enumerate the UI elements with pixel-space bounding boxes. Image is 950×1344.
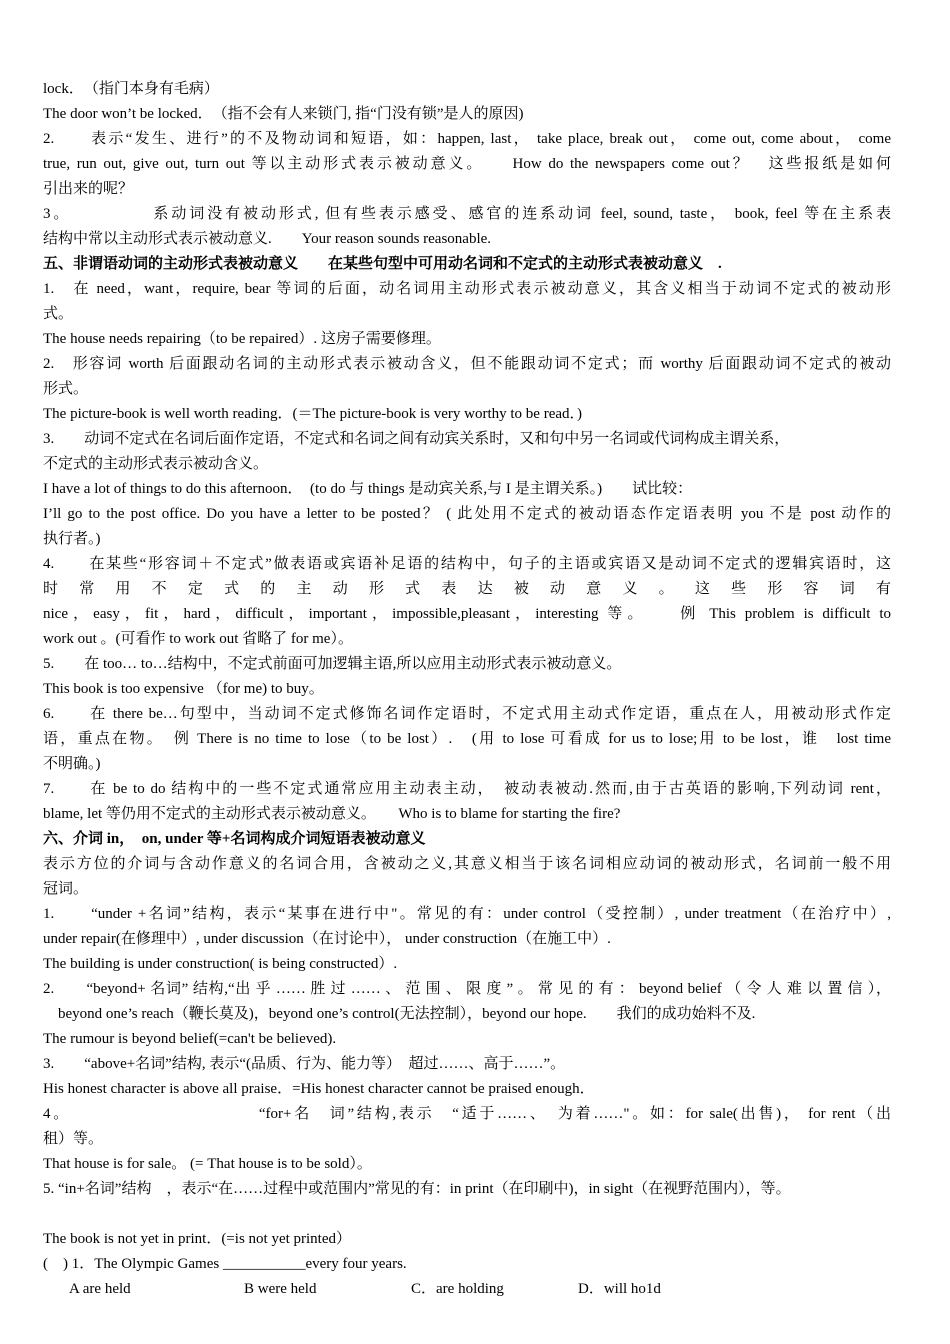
text-line: 2. 表示“发生、进行”的不及物动词和短语，如：happen, last， take place, break out， come out, come about， come	[43, 131, 891, 147]
option-d: D．will ho1d	[578, 1281, 661, 1297]
text-line: 5. “in+名词”结构 ，表示“在……过程中或范围内”常见的有：in print（在印刷中)，in sight（在视野范围内），等。	[43, 1181, 791, 1197]
text-line: under repair(在修理中）, under discussion（在讨论中）， under construction（在施工中）.	[43, 931, 611, 947]
blank-line	[43, 1202, 891, 1227]
answer-options	[43, 1277, 891, 1302]
text-line: The rumour is beyond belief(=can't be believed).	[43, 1031, 337, 1047]
text-line: 式。	[43, 306, 74, 322]
text-line: blame, let 等仍用不定式的主动形式表示被动意义。 Who is to blame for starting the fire?	[43, 806, 621, 822]
text-line: 6. 在 there be…句型中，当动词不定式修饰名词作定语时，不定式用主动式作定语，重点在人，用被动形式作定	[43, 706, 891, 722]
option-b: B were held	[244, 1281, 317, 1297]
text-line: His honest character is above all praise．=His honest character cannot be praised enough．	[43, 1081, 595, 1097]
text-line: 2. 形容词 worth 后面跟动名词的主动形式表示被动含义，但不能跟动词不定式；而 worthy 后面跟动词不定式的被动	[43, 356, 891, 372]
text-line: I’ll go to the post office. Do you have a letter to be posted？ ( 此处用不定式的被动语态作定语表明 you 不是 post 动作的	[43, 506, 891, 522]
text-line: 4. 在某些“形容词＋不定式”做表语或宾语补足语的结构中，句子的主语或宾语又是动词不定式的逻辑宾语时，这	[43, 556, 891, 572]
text-line: 时 常 用 不 定 式 的 主 动 形 式 表 达 被 动 意 义 。 这 些 形 容 词 有	[43, 581, 891, 597]
document-page	[43, 77, 891, 1302]
text-line: beyond one’s reach（鞭长莫及)，beyond one’s control(无法控制），beyond our hope. 我们的成功始料不及.	[43, 1006, 756, 1022]
text-line: 1. 在 need，want，require, bear 等词的后面，动名词用主动形式表示被动意义，其含义相当于动词不定式的被动形	[43, 281, 891, 297]
text-line: 4。 “for+名 词”结构,表示 “适于……、 为着……"。如：for sale(出售)， for rent（出	[43, 1106, 891, 1122]
option-c: C．are holding	[411, 1281, 504, 1297]
text-line: 冠词。	[43, 881, 89, 897]
text-line: 执行者。)	[43, 531, 101, 547]
text-line: nice，easy，fit，hard，difficult，important，impossible,pleasant，interesting 等。 例 This problem is difficult to	[43, 606, 891, 622]
text-line: 语，重点在物。 例 There is no time to lose（to be lost）. (用 to lose 可看成 for us to lose;用 to be lost，谁 lost time	[43, 731, 891, 747]
section-heading: 六、介词 in， on, under 等+名词构成介词短语表被动意义	[43, 831, 426, 847]
question-stem: ( ) 1．The Olympic Games ___________every four years.	[43, 1256, 407, 1272]
text-line: The door won’t be locked． （指不会有人来锁门, 指“门没有锁”是人的原因)	[43, 106, 524, 122]
text-line: The book is not yet in print．(=is not yet printed）	[43, 1231, 352, 1247]
text-line: lock． （指门本身有毛病）	[43, 81, 219, 97]
text-line: true, run out, give out, turn out 等以主动形式表示被动意义。 How do the newspapers come out？ 这些报纸是如何	[43, 156, 891, 172]
text-line: 引出来的呢？	[43, 181, 134, 197]
text-line: 不明确。)	[43, 756, 101, 772]
text-line: That house is for sale。 (= That house is to be sold）。	[43, 1156, 372, 1172]
text-line: The picture-book is well worth reading．(＝The picture-book is very worthy to be read．)	[43, 406, 583, 422]
text-line: 形式。	[43, 381, 89, 397]
text-line: The house needs repairing（to be repaired）. 这房子需要修理。	[43, 331, 441, 347]
text-line: 3. 动词不定式在名词后面作定语，不定式和名词之间有动宾关系时，又和句中另一名词或代词构成主谓关系，	[43, 431, 790, 447]
text-line: This book is too expensive （for me) to buy。	[43, 681, 324, 697]
text-line: The building is under construction( is being constructed）.	[43, 956, 398, 972]
text-line: 3. “above+名词”结构, 表示“(品质、行为、能力等） 超过……、高于……”。	[43, 1056, 566, 1072]
section-heading: 五、非谓语动词的主动形式表被动意义 在某些句型中可用动名词和不定式的主动形式表被动意义 .	[43, 256, 722, 272]
text-line: 7. 在 be to do 结构中的一些不定式通常应用主动表主动， 被动表被动.然而,由于古英语的影响,下列动词 rent，	[43, 781, 891, 797]
text-line: work out 。(可看作 to work out 省略了 for me）。	[43, 631, 353, 647]
text-line: 租）等。	[43, 1131, 104, 1147]
option-a: A are held	[69, 1281, 131, 1297]
text-line: 3。 系动词没有被动形式, 但有些表示感受、感官的连系动词 feel, sound, taste， book, feel 等在主系表	[43, 206, 891, 222]
text-line: I have a lot of things to do this afternoon． (to do 与 things 是动宾关系,与 I 是主谓关系。) 试比较：	[43, 481, 693, 497]
text-line: 不定式的主动形式表示被动含义。	[43, 456, 269, 472]
text-line: 结构中常以主动形式表示被动意义. Your reason sounds reasonable.	[43, 231, 492, 247]
text-line: 5. 在 too… to…结构中，不定式前面可加逻辑主语,所以应用主动形式表示被动意义。	[43, 656, 622, 672]
text-line: 2. “beyond+ 名词” 结构,“出 乎 …… 胜 过 …… 、 范 围 、 限 度 ” 。 常 见 的 有 ： beyond belief （ 令 人 难 以 置 信 ），	[43, 981, 891, 997]
text-line: 1. “under +名词”结构，表示“某事在进行中"。常见的有：under control（受控制）, under treatment（在治疗中）,	[43, 906, 891, 922]
text-line: 表示方位的介词与含动作意义的名词合用，含被动之义,其意义相当于该名词相应动词的被动形式，名词前一般不用	[43, 856, 891, 872]
